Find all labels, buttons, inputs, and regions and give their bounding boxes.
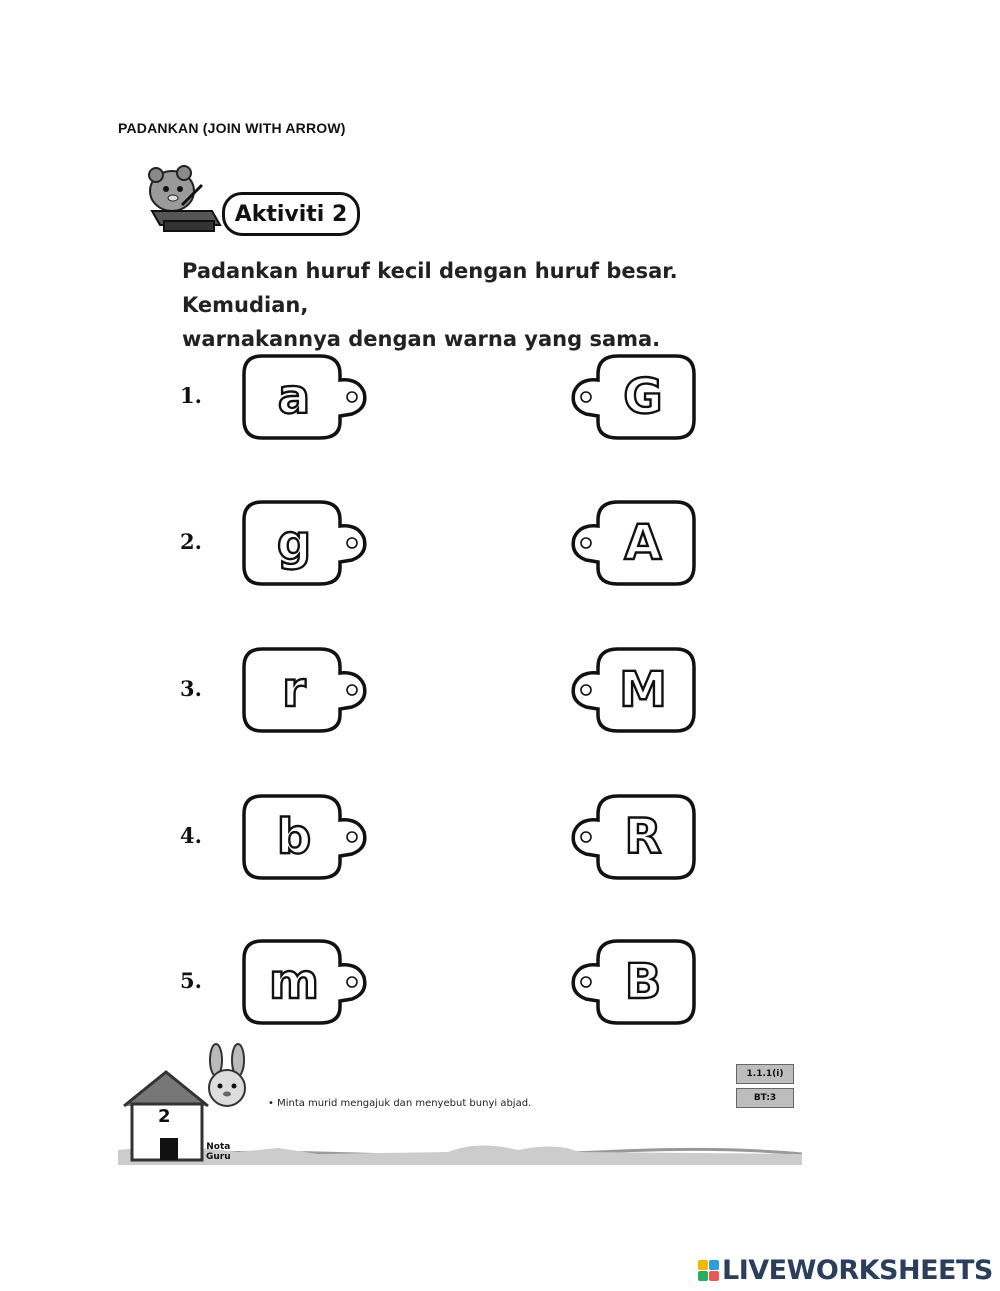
uppercase-letter: A	[624, 515, 662, 571]
uppercase-letter: G	[623, 369, 663, 425]
lowercase-tag[interactable]	[240, 352, 375, 442]
activity-badge	[142, 165, 348, 235]
liveworksheets-brand	[697, 1255, 993, 1286]
uppercase-tag[interactable]	[563, 645, 698, 735]
task-instructions	[182, 254, 782, 356]
lowercase-letter: b	[276, 809, 312, 865]
match-row-4	[118, 787, 802, 887]
brand-name: LIVEWORKSHEETS	[722, 1255, 993, 1286]
task-line-1: Padankan huruf kecil dengan huruf besar. Kemudian,	[182, 259, 678, 317]
row-number: 3.	[180, 676, 202, 701]
activity-title: Aktiviti 2	[222, 192, 360, 236]
lowercase-letter: a	[277, 369, 311, 425]
page-number: 2	[158, 1106, 171, 1127]
task-line-2: warnakannya dengan warna yang sama.	[182, 327, 661, 351]
match-row-2	[118, 493, 802, 593]
uppercase-letter: B	[624, 954, 662, 1010]
bt-code: BT:3	[736, 1088, 794, 1108]
row-number: 4.	[180, 823, 202, 848]
lowercase-tag[interactable]	[240, 937, 375, 1027]
match-row-1	[118, 347, 802, 447]
uppercase-letter: R	[624, 809, 662, 865]
uppercase-letter: M	[619, 662, 667, 718]
uppercase-tag[interactable]	[563, 937, 698, 1027]
lowercase-tag[interactable]	[240, 645, 375, 735]
row-number: 5.	[180, 968, 202, 993]
liveworksheets-logo-icon	[697, 1260, 719, 1282]
lowercase-letter: r	[282, 662, 306, 718]
teacher-note: • Minta murid mengajuk dan menyebut bunyi abjad.	[268, 1098, 532, 1109]
lowercase-tag[interactable]	[240, 498, 375, 588]
lowercase-letter: m	[268, 954, 319, 1010]
standard-code: 1.1.1(i)	[736, 1064, 794, 1084]
uppercase-tag[interactable]	[563, 352, 698, 442]
match-row-3	[118, 640, 802, 740]
lowercase-letter: g	[276, 515, 312, 571]
nota-guru-label: Nota Guru	[206, 1142, 231, 1162]
uppercase-tag[interactable]	[563, 792, 698, 882]
row-number: 2.	[180, 529, 202, 554]
worksheet	[118, 160, 802, 1165]
rabbit-icon	[198, 1042, 258, 1122]
row-number: 1.	[180, 383, 202, 408]
hamster-writing-icon	[142, 165, 232, 237]
lowercase-tag[interactable]	[240, 792, 375, 882]
page-instruction: PADANKAN (JOIN WITH ARROW)	[118, 120, 346, 136]
uppercase-tag[interactable]	[563, 498, 698, 588]
match-row-5	[118, 932, 802, 1032]
worksheet-footer	[118, 1040, 802, 1165]
